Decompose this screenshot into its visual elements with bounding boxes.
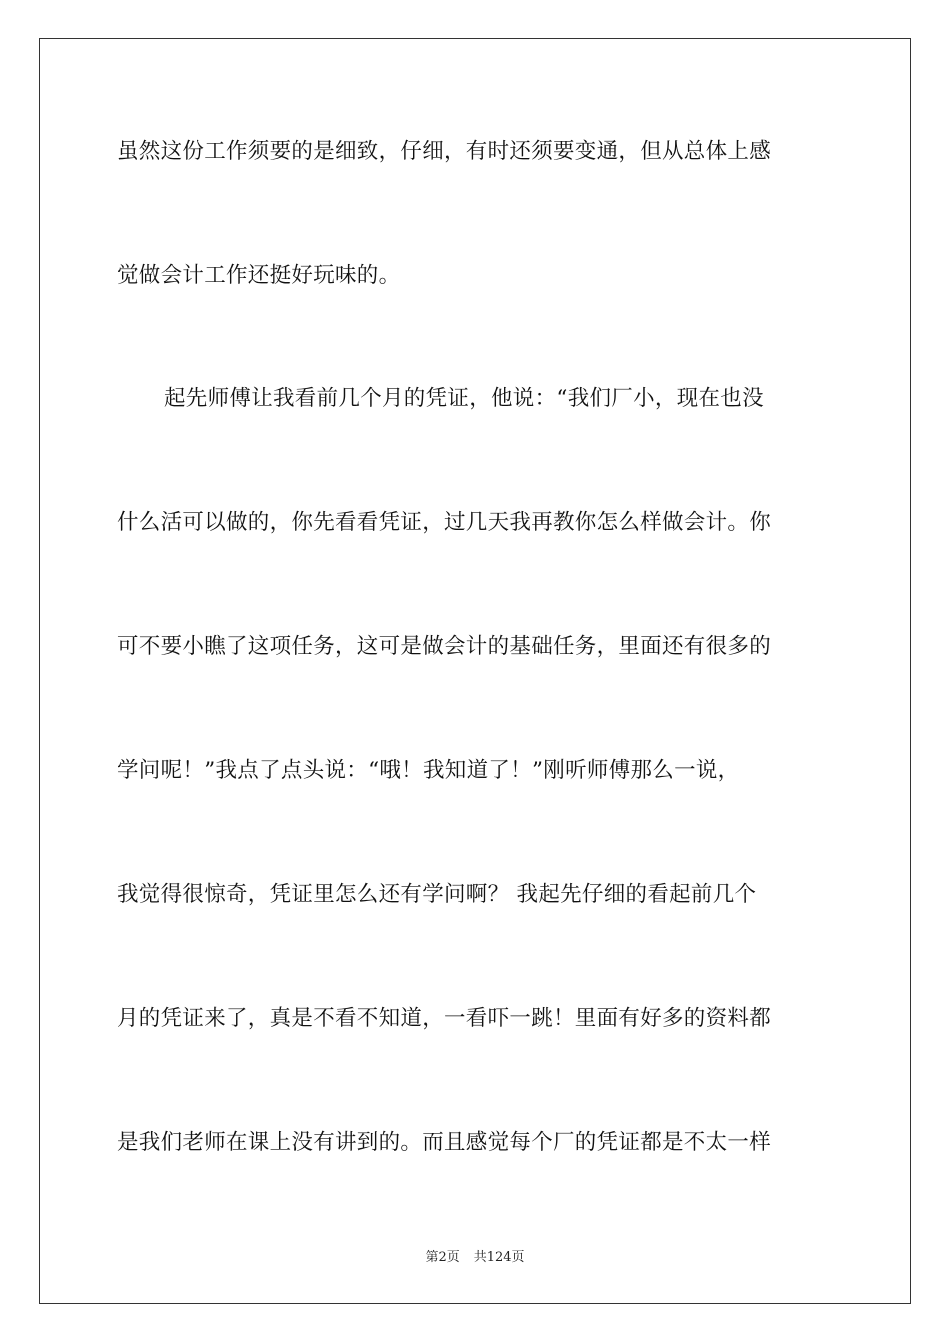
page-border: [39, 38, 911, 1304]
text-line-5: 可不要小瞧了这项任务，这可是做会计的基础任务，里面还有很多的: [117, 634, 772, 659]
text-line-3: 起先师傅让我看前几个月的凭证，他说：“我们厂小，现在也没: [164, 386, 764, 411]
text-line-7: 我觉得很惊奇，凭证里怎么还有学问啊？ 我起先仔细的看起前几个: [117, 882, 757, 907]
text-line-8: 月的凭证来了，真是不看不知道，一看吓一跳！里面有好多的资料都: [117, 1006, 772, 1031]
text-line-2: 觉做会计工作还挺好玩味的。: [117, 263, 401, 288]
page-footer: [0, 1246, 950, 1265]
text-line-1: 虽然这份工作须要的是细致，仔细，有时还须要变通，但从总体上感: [117, 139, 772, 164]
total-pages: 共124页: [473, 1250, 525, 1265]
text-line-9: 是我们老师在课上没有讲到的。而且感觉每个厂的凭证都是不太一样: [117, 1130, 772, 1155]
text-line-4: 什么活可以做的，你先看看凭证，过几天我再教你怎么样做会计。你: [117, 510, 772, 535]
page-number: 第2页: [425, 1250, 460, 1265]
text-line-6: 学问呢！”我点了点头说：“哦！我知道了！”刚听师傅那么一说，: [117, 758, 740, 783]
